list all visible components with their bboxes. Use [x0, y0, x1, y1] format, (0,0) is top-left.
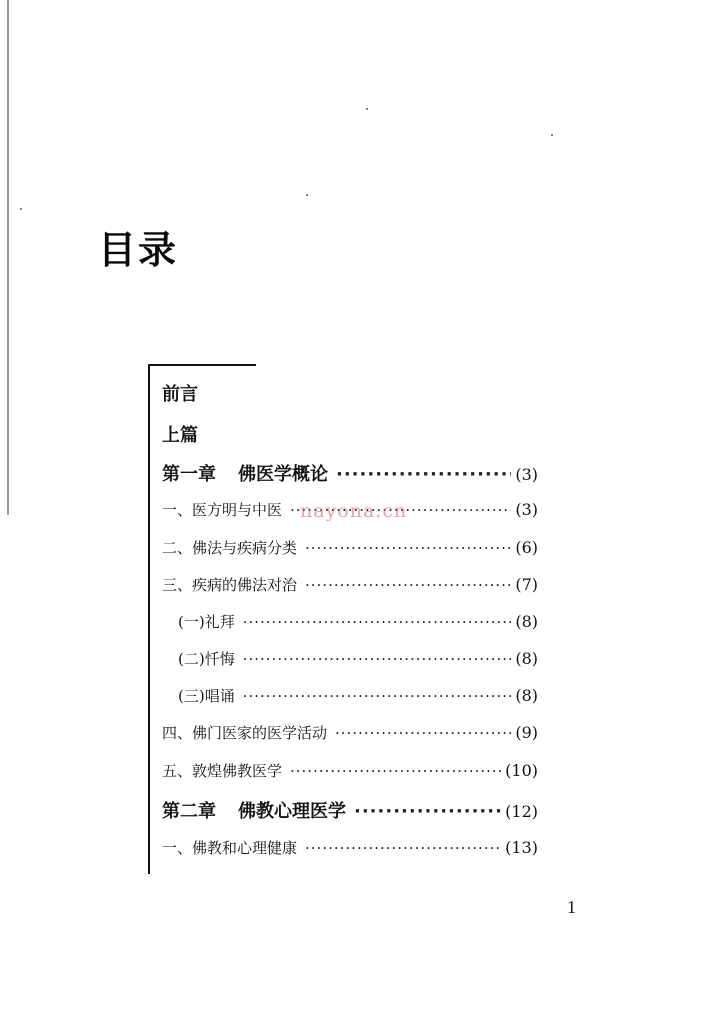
toc-section-entry[interactable]	[162, 537, 538, 558]
toc-chapter-entry[interactable]	[162, 460, 538, 486]
page-number: (3)	[515, 465, 538, 484]
page-number: (10)	[505, 761, 538, 780]
scan-speck	[551, 134, 553, 136]
page-number: (9)	[515, 723, 538, 742]
entry-label: 一、医方明与中医	[162, 501, 283, 519]
page-number: (8)	[515, 649, 538, 668]
page-number: (12)	[505, 802, 538, 821]
toc-frame-vertical-rule	[148, 364, 150, 874]
page-number: (7)	[515, 575, 538, 594]
chapter-name: 佛医学概论	[238, 464, 328, 485]
page-number: (8)	[515, 612, 538, 631]
dot-leader	[335, 724, 511, 742]
toc-section-entry[interactable]	[162, 837, 538, 858]
toc-frame-top-rule	[148, 364, 256, 366]
dot-leader	[336, 464, 511, 485]
dot-leader	[305, 576, 511, 594]
dot-leader	[243, 650, 512, 668]
entry-label: 四、佛门医家的医学活动	[162, 724, 328, 742]
page-number: (6)	[515, 538, 538, 557]
toc-heading[interactable]	[162, 421, 538, 447]
entry-label: (一)礼拜	[178, 613, 235, 631]
toc-section-entry[interactable]	[162, 760, 538, 781]
dot-leader	[243, 613, 512, 631]
toc-chapter-entry[interactable]	[162, 797, 538, 823]
toc-subsection-entry[interactable]	[178, 648, 538, 669]
scan-speck	[366, 108, 368, 110]
toc-section-entry[interactable]	[162, 722, 538, 743]
toc-subsection-entry[interactable]	[178, 611, 538, 632]
toc-heading-label: 前言	[162, 384, 198, 405]
chapter-number: 第二章	[162, 801, 216, 822]
scan-edge-line	[7, 0, 9, 515]
entry-label: 五、敦煌佛教医学	[162, 762, 283, 780]
page-number: (13)	[505, 838, 538, 857]
dot-leader	[305, 539, 511, 557]
toc-heading[interactable]	[162, 380, 538, 406]
page-folio-number: 1	[567, 897, 576, 917]
toc-section-entry[interactable]	[162, 574, 538, 595]
chapter-number: 第一章	[162, 464, 216, 485]
entry-label: (三)唱诵	[178, 687, 235, 705]
toc-subsection-entry[interactable]	[178, 685, 538, 706]
page-number: (8)	[515, 686, 538, 705]
scan-speck	[20, 208, 22, 210]
dot-leader	[243, 687, 512, 705]
entry-label: 三、疾病的佛法对治	[162, 576, 298, 594]
toc-heading-label: 上篇	[162, 425, 198, 446]
dot-leader	[305, 839, 501, 857]
watermark: nayona.cn	[300, 500, 408, 522]
chapter-name: 佛教心理医学	[238, 801, 346, 822]
dot-leader	[354, 801, 501, 822]
dot-leader	[290, 762, 501, 780]
entry-label: 二、佛法与疾病分类	[162, 539, 298, 557]
page-number: (3)	[515, 500, 538, 519]
scan-speck	[306, 194, 308, 196]
entry-label: (二)忏悔	[178, 650, 235, 668]
page-title: 目录	[98, 228, 179, 272]
entry-label: 一、佛教和心理健康	[162, 839, 298, 857]
